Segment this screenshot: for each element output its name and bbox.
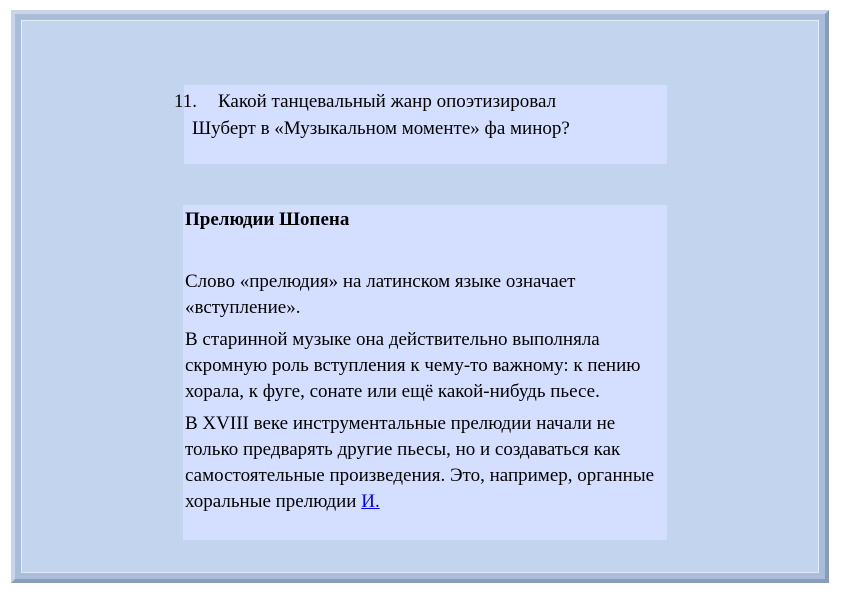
bach-link[interactable]: И. (361, 491, 380, 512)
question-line-2: Шуберт в «Музыкальном моменте» фа минор? (192, 118, 570, 139)
content-paragraph-3-text: В XVIII веке инструментальные прелюдии начали не только предварять другие пьесы, но и создаваться как самостоятельные произведения. Это, например, органные хоральные прелюдии (185, 413, 655, 512)
content-text (185, 207, 665, 521)
question-line-1 (174, 88, 674, 115)
content-paragraph-1: Слово «прелюдия» на латинском языке означает «вступление». (185, 271, 576, 318)
content-paragraph-3 (185, 411, 665, 515)
question-number: 11. (174, 91, 198, 112)
question-line-1-text: Какой танцевальный жанр опоэтизировал (218, 91, 557, 112)
content-title: Прелюдии Шопена (185, 209, 350, 230)
content-paragraph-2: В старинной музыке она действительно выполняла скромную роль вступления к чему-то важному: к пению хорала, к фуге, сонате или ещё какой-нибудь пьесе. (185, 329, 641, 402)
question-text (174, 88, 674, 142)
content-box (183, 205, 667, 540)
